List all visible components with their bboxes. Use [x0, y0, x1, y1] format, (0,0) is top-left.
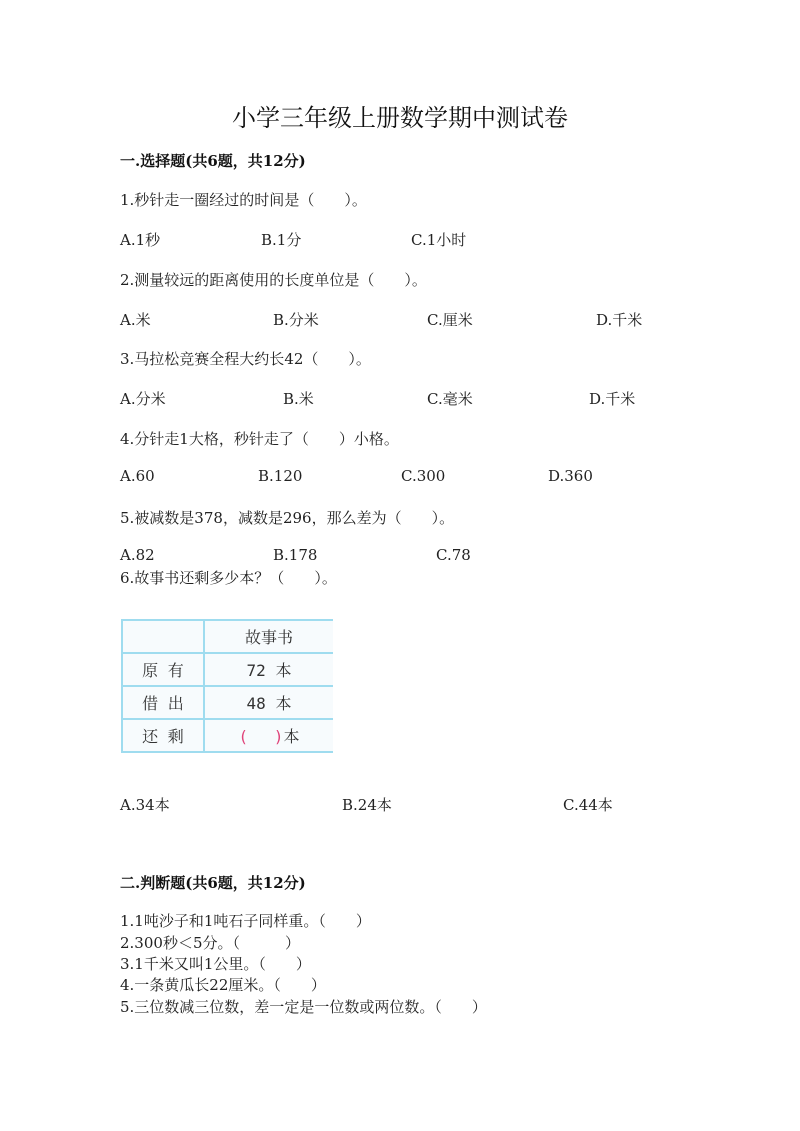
table-row — [122, 686, 333, 719]
question-stem: 6.故事书还剩多少本？（ ）。 — [120, 569, 337, 587]
option-b[interactable]: B.178 — [273, 546, 318, 564]
option-b[interactable]: B.分米 — [273, 311, 319, 329]
table-header-cell: 故事书 — [204, 620, 333, 653]
option-b[interactable]: B.120 — [258, 467, 303, 485]
option-b[interactable]: B.米 — [283, 390, 314, 408]
option-c[interactable]: C.毫米 — [427, 390, 473, 408]
table-cell — [122, 620, 204, 653]
section-heading-choice: 一.选择题(共6题，共12分) — [120, 152, 306, 170]
option-d[interactable]: D.千米 — [596, 311, 643, 329]
option-c[interactable]: C.1小时 — [411, 231, 467, 249]
judgment-item: 3.1千米又叫1公里。（ ） — [120, 955, 311, 973]
option-d[interactable]: D.360 — [548, 467, 593, 485]
option-c[interactable]: C.厘米 — [427, 311, 473, 329]
judgment-item: 4.一条黄瓜长22厘米。（ ） — [120, 976, 326, 994]
option-a[interactable]: A.60 — [120, 467, 155, 485]
row-value: 48 本 — [204, 686, 333, 719]
row-value: 72 本 — [204, 653, 333, 686]
judgment-item: 5.三位数减三位数，差一定是一位数或两位数。（ ） — [120, 998, 487, 1016]
option-b[interactable]: B.24本 — [342, 796, 392, 814]
question-stem: 5.被减数是378，减数是296，那么差为（ ）。 — [120, 509, 455, 527]
row-label: 还 剩 — [122, 719, 204, 752]
option-d[interactable]: D.千米 — [589, 390, 636, 408]
answer-blank: ( ) — [238, 727, 284, 746]
option-a[interactable]: A.34本 — [120, 796, 170, 814]
option-c[interactable]: C.44本 — [563, 796, 613, 814]
table-row — [122, 653, 333, 686]
judgment-item: 2.300秒＜5分。（ ） — [120, 934, 300, 952]
option-c[interactable]: C.300 — [401, 467, 446, 485]
row-label: 原 有 — [122, 653, 204, 686]
story-book-table — [121, 619, 333, 753]
table-row — [122, 620, 333, 653]
unit-label: 本 — [283, 727, 300, 746]
option-a[interactable]: A.米 — [120, 311, 151, 329]
option-a[interactable]: A.82 — [120, 546, 155, 564]
option-a[interactable]: A.1秒 — [120, 231, 161, 249]
option-c[interactable]: C.78 — [436, 546, 471, 564]
option-b[interactable]: B.1分 — [261, 231, 302, 249]
question-stem: 3.马拉松竞赛全程大约长42（ ）。 — [120, 350, 371, 368]
row-label: 借 出 — [122, 686, 204, 719]
page-title: 小学三年级上册数学期中测试卷 — [232, 104, 568, 132]
option-a[interactable]: A.分米 — [120, 390, 166, 408]
question-stem: 1.秒针走一圈经过的时间是（ ）。 — [120, 191, 367, 209]
row-value — [204, 719, 333, 752]
section-heading-judgment: 二.判断题(共6题，共12分) — [120, 874, 306, 892]
table-row — [122, 719, 333, 752]
question-stem: 4.分针走1大格，秒针走了（ ）小格。 — [120, 430, 399, 448]
judgment-item: 1.1吨沙子和1吨石子同样重。（ ） — [120, 912, 371, 930]
question-stem: 2.测量较远的距离使用的长度单位是（ ）。 — [120, 271, 427, 289]
